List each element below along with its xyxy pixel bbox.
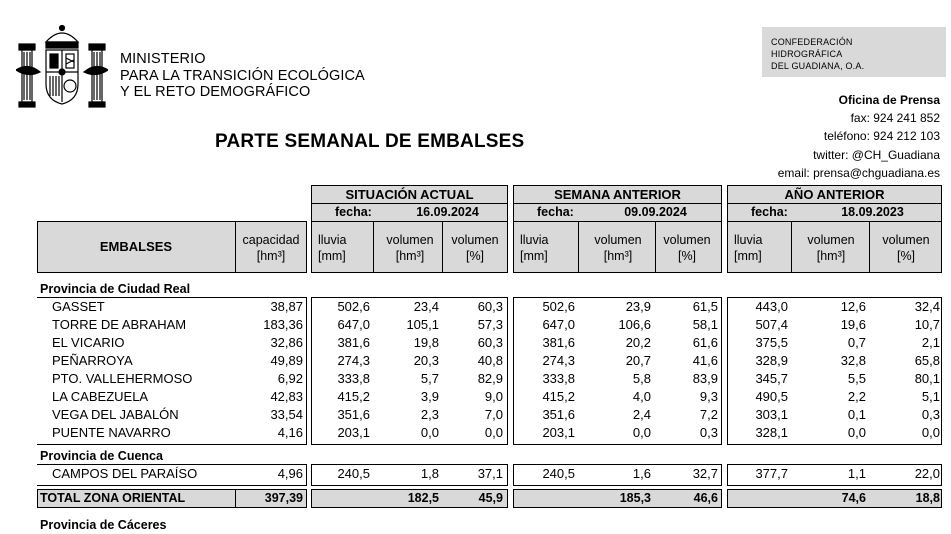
- subcol-header-1-0-top: lluvia: [520, 233, 549, 247]
- group-title-underline-2: [727, 203, 942, 204]
- press-twitter: twitter: @CH_Guadiana: [813, 147, 940, 162]
- reservoir-value-0-0-7: 12,6: [840, 299, 866, 314]
- subcol-header-0-2-top: volumen: [451, 233, 499, 247]
- subcol-header-2-1-top: volumen: [807, 233, 855, 247]
- reservoir-value-0-7-2: 0,0: [484, 425, 503, 440]
- reservoir-value-0-4-1: 5,7: [420, 371, 439, 386]
- press-phone: teléfono: 924 212 103: [823, 129, 940, 144]
- subcol-header-0-1-top: volumen: [386, 233, 434, 247]
- reservoir-value-0-7-5: 0,3: [699, 425, 718, 440]
- reservoir-value-0-0-8: 32,4: [914, 299, 940, 314]
- reservoir-value-0-5-0: 415,2: [337, 389, 370, 404]
- reservoir-value-0-2-1: 19,8: [413, 335, 439, 350]
- total-row-value-1: 182,5: [407, 491, 439, 505]
- reservoir-value-0-0-4: 23,9: [625, 299, 651, 314]
- reservoir-value-0-4-8: 80,1: [914, 371, 940, 386]
- reservoir-value-0-1-1: 105,1: [406, 317, 439, 332]
- reservoir-capacity-0-7: 4,16: [277, 425, 303, 440]
- reservoir-value-1-0-3: 240,5: [542, 466, 575, 481]
- total-row-value-2: 45,9: [478, 491, 503, 505]
- subcol-header-2-2-top: volumen: [882, 233, 930, 247]
- reservoir-value-1-0-6: 377,7: [755, 466, 788, 481]
- group-title-2: AÑO ANTERIOR: [784, 187, 885, 202]
- reservoir-value-0-1-3: 647,0: [542, 317, 575, 332]
- reservoir-value-0-6-2: 7,0: [484, 407, 503, 422]
- group-title-0: SITUACIÓN ACTUAL: [345, 187, 474, 202]
- reservoir-value-0-6-7: 0,1: [847, 407, 866, 422]
- reservoir-value-0-4-2: 82,9: [477, 371, 503, 386]
- reservoir-value-0-6-4: 2,4: [632, 407, 651, 422]
- reservoir-value-0-1-7: 19,6: [840, 317, 866, 332]
- reservoir-value-0-2-7: 0,7: [847, 335, 866, 350]
- capacity-column-header-line2: [hm³]: [256, 249, 286, 263]
- group-date-1: 09.09.2024: [624, 205, 687, 219]
- confederation-line-2: HIDROGRÁFICA: [771, 49, 843, 59]
- group-date-2: 18.09.2023: [841, 205, 904, 219]
- reservoir-value-0-2-6: 375,5: [755, 335, 788, 350]
- group-date-underline-2: [727, 221, 942, 222]
- reservoir-name-0-7: PUENTE NAVARRO: [52, 425, 171, 440]
- reservoir-value-0-6-3: 351,6: [542, 407, 575, 422]
- group-subcol-divider-2-1: [869, 222, 870, 272]
- reservoir-value-1-0-7: 1,1: [847, 466, 866, 481]
- reservoir-value-0-1-6: 507,4: [755, 317, 788, 332]
- reservoir-value-0-6-6: 303,1: [755, 407, 788, 422]
- reservoir-value-0-4-7: 5,5: [847, 371, 866, 386]
- reservoir-value-1-0-4: 1,6: [632, 466, 651, 481]
- press-office-title: Oficina de Prensa: [838, 93, 940, 107]
- reservoir-value-0-7-3: 203,1: [542, 425, 575, 440]
- reservoir-value-0-2-0: 381,6: [337, 335, 370, 350]
- subcol-header-0-2-bottom: [%]: [465, 249, 485, 263]
- reservoir-value-1-0-0: 240,5: [337, 466, 370, 481]
- press-email[interactable]: email: prensa@chguadiana.es: [777, 165, 940, 180]
- reservoir-value-1-0-1: 1,8: [420, 466, 439, 481]
- group-date-underline-0: [311, 221, 508, 222]
- group-subcol-divider-2-0: [791, 222, 792, 272]
- total-row-name: TOTAL ZONA ORIENTAL: [40, 491, 186, 505]
- reservoir-value-0-4-3: 333,8: [542, 371, 575, 386]
- subcol-header-0-0-top: lluvia: [318, 233, 347, 247]
- reservoir-value-0-1-4: 106,6: [618, 317, 651, 332]
- subcol-header-1-2-bottom: [%]: [677, 249, 697, 263]
- total-row-capacity: 397,39: [264, 491, 303, 505]
- reservoir-value-0-3-1: 20,3: [413, 353, 439, 368]
- reservoir-capacity-0-3: 49,89: [270, 353, 303, 368]
- reservoir-value-0-3-5: 41,6: [692, 353, 718, 368]
- reservoir-value-0-7-8: 0,0: [921, 425, 940, 440]
- group-title-underline-0: [311, 203, 508, 204]
- subcol-header-2-0-top: lluvia: [734, 233, 763, 247]
- total-row-value-5: 46,6: [693, 491, 718, 505]
- reservoir-value-0-4-4: 5,8: [632, 371, 651, 386]
- total-row-value-7: 74,6: [841, 491, 866, 505]
- reservoir-value-0-3-6: 328,9: [755, 353, 788, 368]
- reservoir-value-0-3-2: 40,8: [477, 353, 503, 368]
- total-row-value-6: [728, 490, 788, 507]
- reservoir-value-0-3-7: 32,8: [840, 353, 866, 368]
- reservoir-capacity-0-1: 183,36: [263, 317, 303, 332]
- reservoir-name-0-0: GASSET: [52, 299, 105, 314]
- reservoir-value-0-7-1: 0,0: [420, 425, 439, 440]
- group-date-0: 16.09.2024: [416, 205, 479, 219]
- section-title-1: Provincia de Cuenca: [40, 449, 163, 463]
- reservoir-capacity-0-4: 6,92: [277, 371, 303, 386]
- confederation-line-3: DEL GUADIANA, O.A.: [771, 61, 865, 71]
- reservoir-value-0-5-5: 9,3: [699, 389, 718, 404]
- reservoir-value-0-5-1: 3,9: [420, 389, 439, 404]
- subcol-header-0-1-bottom: [hm³]: [395, 249, 425, 263]
- reservoir-value-0-1-2: 57,3: [477, 317, 503, 332]
- group-date-underline-1: [513, 221, 722, 222]
- group-fecha-label-2: fecha:: [751, 205, 788, 219]
- reservoir-name-1-0: CAMPOS DEL PARAÍSO: [52, 466, 198, 481]
- total-row-value-3: [515, 490, 575, 507]
- group-title-underline-1: [513, 203, 722, 204]
- reservoir-value-0-3-8: 65,8: [914, 353, 940, 368]
- reservoir-value-0-0-5: 61,5: [692, 299, 718, 314]
- reservoir-value-0-4-6: 345,7: [755, 371, 788, 386]
- reservoir-name-0-4: PTO. VALLEHERMOSO: [52, 371, 193, 386]
- reservoir-value-0-5-7: 2,2: [847, 389, 866, 404]
- reservoir-value-0-7-4: 0,0: [632, 425, 651, 440]
- group-subcol-divider-1-0: [578, 222, 579, 272]
- reservoir-value-0-0-3: 502,6: [542, 299, 575, 314]
- reservoir-name-0-6: VEGA DEL JABALÓN: [52, 407, 179, 422]
- reservoir-value-0-2-4: 20,2: [625, 335, 651, 350]
- reservoir-value-0-4-5: 83,9: [692, 371, 718, 386]
- reservoir-value-0-5-2: 9,0: [484, 389, 503, 404]
- section-capacity-divider-1: [306, 464, 307, 486]
- subcol-header-2-0-bottom: [mm]: [734, 249, 762, 263]
- group-fecha-label-0: fecha:: [335, 205, 372, 219]
- reservoir-value-0-0-0: 502,6: [337, 299, 370, 314]
- subcol-header-1-1-top: volumen: [594, 233, 642, 247]
- reservoir-value-0-2-8: 2,1: [921, 335, 940, 350]
- reservoir-name-0-3: PEÑARROYA: [52, 353, 133, 368]
- reservoir-capacity-0-2: 32,86: [270, 335, 303, 350]
- reservoir-value-0-2-3: 381,6: [542, 335, 575, 350]
- reservoir-value-0-4-0: 333,8: [337, 371, 370, 386]
- reservoir-value-0-6-5: 7,2: [699, 407, 718, 422]
- section-title-next-partial: Provincia de Cáceres: [40, 518, 167, 532]
- reservoir-value-0-3-4: 20,7: [625, 353, 651, 368]
- reservoir-value-1-0-8: 22,0: [914, 466, 940, 481]
- reservoir-name-0-5: LA CABEZUELA: [52, 389, 149, 404]
- reservoir-value-0-1-8: 10,7: [914, 317, 940, 332]
- reservoir-capacity-0-0: 38,87: [270, 299, 303, 314]
- reservoir-capacity-0-6: 33,54: [270, 407, 303, 422]
- reservoir-value-0-1-5: 58,1: [692, 317, 718, 332]
- ministry-line-1: MINISTERIO: [120, 51, 206, 67]
- reservoir-value-0-5-6: 490,5: [755, 389, 788, 404]
- ministry-line-3: Y EL RETO DEMOGRÁFICO: [120, 84, 311, 100]
- total-row-value-0: [310, 490, 370, 507]
- ministry-line-2: PARA LA TRANSICIÓN ECOLÓGICA: [120, 67, 365, 84]
- subcol-header-0-0-bottom: [mm]: [318, 249, 346, 263]
- reservoir-value-1-0-5: 32,7: [692, 466, 718, 481]
- subcol-header-1-2-top: volumen: [663, 233, 711, 247]
- page-title: PARTE SEMANAL DE EMBALSES: [215, 131, 525, 152]
- reservoir-value-0-2-5: 61,6: [692, 335, 718, 350]
- reservoir-value-0-2-2: 60,3: [477, 335, 503, 350]
- embalses-column-header: EMBALSES: [99, 239, 173, 254]
- reservoir-name-0-2: EL VICARIO: [52, 335, 125, 350]
- subcol-header-2-2-bottom: [%]: [896, 249, 916, 263]
- reservoir-value-0-7-7: 0,0: [847, 425, 866, 440]
- reservoir-value-0-0-6: 443,0: [755, 299, 788, 314]
- total-row-value-8: 18,8: [915, 491, 940, 505]
- total-capacity-divider: [235, 489, 236, 508]
- group-fecha-label-1: fecha:: [537, 205, 574, 219]
- reservoir-value-0-6-0: 351,6: [337, 407, 370, 422]
- reservoir-value-0-1-0: 647,0: [337, 317, 370, 332]
- subcol-header-1-1-bottom: [hm³]: [603, 249, 633, 263]
- subcol-header-2-1-bottom: [hm³]: [816, 249, 846, 263]
- reservoir-value-0-7-6: 328,1: [755, 425, 788, 440]
- section-capacity-divider-0: [306, 297, 307, 445]
- reservoir-value-0-6-8: 0,3: [921, 407, 940, 422]
- reservoir-value-0-5-8: 5,1: [921, 389, 940, 404]
- reservoir-capacity-0-5: 42,83: [270, 389, 303, 404]
- subcol-header-1-0-bottom: [mm]: [520, 249, 548, 263]
- reservoir-value-0-5-3: 415,2: [542, 389, 575, 404]
- reservoir-name-0-1: TORRE DE ABRAHAM: [52, 317, 187, 332]
- reservoir-value-0-3-3: 274,3: [542, 353, 575, 368]
- reservoir-value-0-3-0: 274,3: [337, 353, 370, 368]
- capacity-column-header-line1: capacidad: [242, 233, 300, 247]
- reservoir-value-0-0-2: 60,3: [477, 299, 503, 314]
- group-title-1: SEMANA ANTERIOR: [554, 187, 681, 202]
- section-title-0: Provincia de Ciudad Real: [40, 282, 191, 296]
- reservoir-capacity-1-0: 4,96: [277, 466, 303, 481]
- reservoir-value-1-0-2: 37,1: [477, 466, 503, 481]
- reservoir-value-0-0-1: 23,4: [413, 299, 439, 314]
- reservoir-value-0-5-4: 4,0: [632, 389, 651, 404]
- confederation-line-1: CONFEDERACIÓN: [771, 37, 853, 47]
- press-fax: fax: 924 241 852: [850, 111, 940, 126]
- reservoir-value-0-6-1: 2,3: [420, 407, 439, 422]
- reservoir-value-0-7-0: 203,1: [337, 425, 370, 440]
- total-row-value-4: 185,3: [619, 491, 651, 505]
